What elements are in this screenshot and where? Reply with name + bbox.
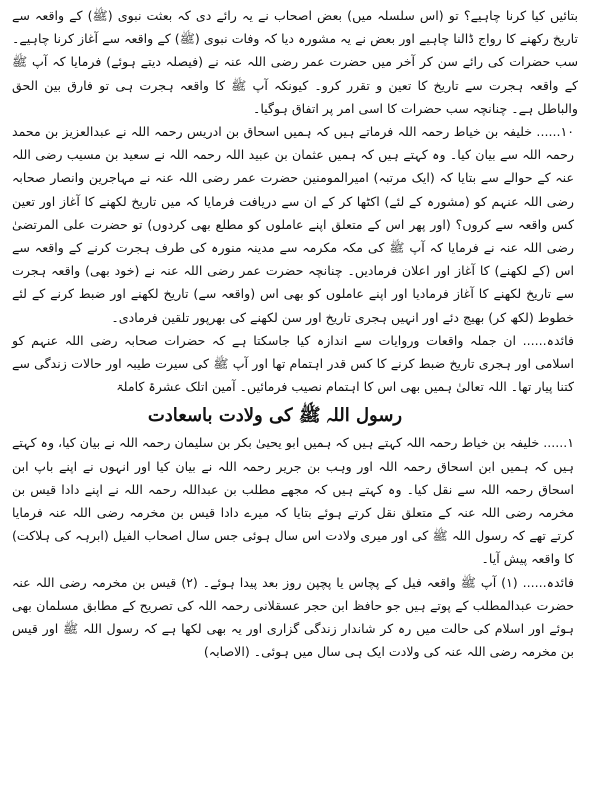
paragraph-benefit-2: فائدہ...... (١) آپ ﷺ واقعہ فیل کے پچاس یا پچپن روز بعد پیدا ہوئے۔ (٢) قیس بن مخرمہ رضی اللہ عنہ حضرت عبدالمطلب کے پوتے ہیں جو حافظ ابن حجر عسقلانی رحمہ اللہ کی تصریح کے مطابق مسلمان بھی ہوئے اور اسلام کی حالت میں رہ کر شاندار زندگی گزاری اور یہ بھی لکھا ہے کہ رسول اللہ ﷺ اور قیس بن مخرمہ رضی اللہ عنہ کی ولادت ایک ہی سال میں ہوئی۔ (الاصابہ) — [12, 574, 574, 660]
paragraph-hijri-opinions: بتائیں کیا کرنا چاہیے؟ تو (اس سلسلہ میں) بعض اصحاب نے یہ رائے دی کہ بعثت نبوی (ﷺ) کے واقعہ سے تاریخ رکھنے کا رواج ڈالنا چاہیے اور بعض نے یہ مشورہ دیا کہ وفات نبوی (ﷺ) کے واقعہ سے آغاز کرنا چاہیے۔ سب حضرات کی رائے سن کر آخر میں حضرت عمر رضی اللہ عنہ نے (فیصلہ دیتے ہوئے) فرمایا کہ آپ ﷺ کے واقعہ ہجرت سے تاریخ کا تعین و تقرر کرو۔ کیونکہ آپ ﷺ کا واقعہ ہجرت ہی تو فارق بین الحق والباطل ہے۔ چنانچہ سب حضرات کا اسی امر پر اتفاق ہوگیا۔ — [12, 8, 578, 116]
paragraph-benefit-1: فائدہ...... ان جملہ واقعات وروایات سے اندازہ کیا جاسکتا ہے کہ حضرات صحابہ رضی اللہ عنہم کو اسلامی اور ہجری تاریخ ضبط کرنے کا کس قدر اہتمام تھا اور آپ ﷺ کی سیرت طیبہ اور حالات زندگی سے کتنا پیار تھا۔ اللہ تعالیٰ ہمیں بھی اس کا اہتمام نصیب فرمائیں۔ آمین اتلک عشرۃ کاملۃ — [12, 332, 574, 395]
document-page — [12, 4, 578, 663]
section-heading: رسول اللہ ﷺ کی ولادت باسعادت — [147, 405, 403, 427]
paragraph-hadith-1: ١...... خلیفہ بن خیاط رحمہ اللہ کہتے ہیں کہ ہمیں ابو یحییٰ بکر بن سلیمان رحمہ اللہ نے بیان کیا، وہ کہتے ہیں کہ ہمیں ابن اسحاق رحمہ اللہ اور وہب بن جریر رحمہ اللہ نے بیان کیا اور انہوں نے اپنے باپ ابن اسحاق رحمہ اللہ سے نقل کیا۔ وہ کہتے ہیں کہ مجھے مطلب بن عبداللہ رحمہ اللہ نے اپنے دادا قیس بن مخرمہ رضی اللہ عنہ کے متعلق نقل کرتے ہوئے بتایا کہ میرے دادا قیس بن مخرمہ رضی اللہ عنہ فرمایا کرتے تھے کہ رسول اللہ ﷺ کی اور میری ولادت اس سال ہوئی جس سال اصحاب الفیل (ابرہہ کی ہلاکت) کا واقعہ پیش آیا۔ — [12, 435, 574, 567]
paragraph-hadith-10: ١٠...... خلیفہ بن خیاط رحمہ اللہ فرماتے ہیں کہ ہمیں اسحاق بن ادریس رحمہ اللہ نے عبدالعزیز بن محمد رحمہ اللہ سے بیان کیا۔ وہ کہتے ہیں کہ ہمیں عثمان بن عبید اللہ رحمہ اللہ نے سعید بن مسیب رضی اللہ عنہ کے حوالے سے بتایا کہ (ایک مرتبہ) امیرالمومنین حضرت عمر رضی اللہ عنہ نے مہاجرین وانصار صحابہ رضی اللہ عنہم کو (مشورہ کے لئے) اکٹھا کر کے ان سے دریافت فرمایا کہ میں تاریخ لکھنے کا آغاز اور تعین کس واقعہ سے کروں؟ (اور پھر اس کے متعلق اپنے عاملوں کو مطلع بھی کردوں) تو حضرت علی المرتضیٰ رضی اللہ عنہ نے فرمایا کہ آپ ﷺ کی مکہ مکرمہ سے مدینہ منورہ کی طرف ہجرت کرنے کے واقعہ سے اس (کے لکھنے) کا آغاز اور اعلان فرمادیں۔ چنانچہ حضرت عمر رضی اللہ عنہ نے (خود بھی) واقعہ ہجرت سے تاریخ لکھنے کا آغاز فرمادیا اور اپنے عاملوں کو بھی اس (واقعہ سے) تاریخ لکھنے اور ضبط کرنے کے لئے خطوط (لکھ کر) بھیج دئے اور انہیں ہجری تاریخ اور سن لکھنے کی بھرپور تلقین فرمادی۔ — [12, 124, 574, 325]
